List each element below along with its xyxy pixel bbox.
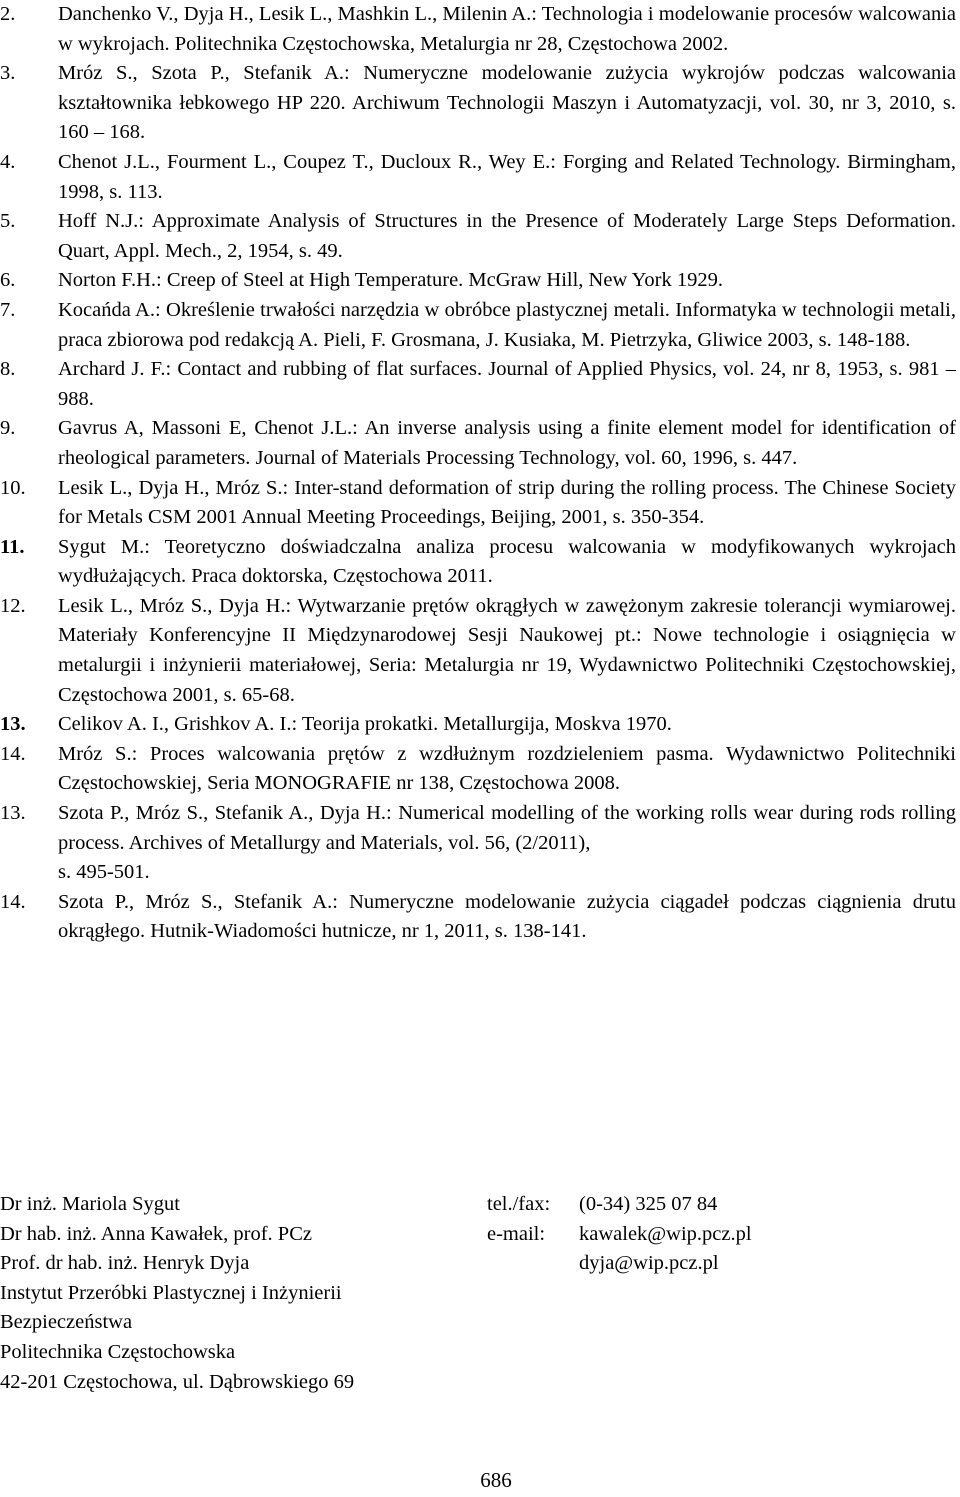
reference-number: 6. — [0, 269, 16, 292]
author-row — [0, 1190, 956, 1220]
reference-text: Mróz S., Szota P., Stefanik A.: Numeryczne modelowanie zużycia wykrojów podczas walcowania kształtownika łebkowego HP 220. Archiwum Technologii Maszyn i Automatyzacji, vol. 30, nr 3, 2010, s. 160 – 168. — [58, 62, 956, 144]
institute-name: Instytut Przeróbki Plastycznej i Inżynierii — [0, 1281, 342, 1304]
reference-text: Archard J. F.: Contact and rubbing of flat surfaces. Journal of Applied Physics, vol. 24, nr 8, 1953, s. 981 – 988. — [58, 358, 956, 410]
postal-address: 42-201 Częstochowa, ul. Dąbrowskiego 69 — [0, 1370, 355, 1393]
contact-label: e-mail: — [487, 1222, 546, 1245]
reference-text: Celikov A. I., Grishkov A. I.: Teorija prokatki. Metallurgija, Moskva 1970. — [58, 713, 672, 736]
reference-item — [0, 888, 956, 947]
email-link[interactable]: dyja@wip.pcz.pl — [579, 1252, 719, 1275]
reference-item — [0, 533, 956, 592]
author-name: Prof. dr hab. inż. Henryk Dyja — [0, 1252, 250, 1275]
reference-text: Sygut M.: Teoretyczno doświadczalna analiza procesu walcowania w modyfikowanych wykrojach wydłużających. Praca doktorska, Częstochowa 2011. — [58, 535, 956, 588]
reference-item — [0, 59, 956, 148]
reference-number: 14. — [0, 742, 26, 765]
email-link[interactable]: kawalek@wip.pcz.pl — [579, 1222, 752, 1245]
reference-number: 2. — [0, 3, 16, 25]
reference-text: Szota P., Mróz S., Stefanik A.: Numeryczne modelowanie zużycia ciągadeł podczas ciągnienia drutu okrągłego. Hutnik-Wiadomości hutnicze, nr 1, 2011, s. 138-141. — [58, 890, 956, 943]
contact-label: tel./fax: — [487, 1193, 551, 1215]
reference-number: 8. — [0, 358, 16, 381]
reference-number: 7. — [0, 298, 16, 321]
author-name: Dr inż. Mariola Sygut — [0, 1193, 180, 1215]
reference-text: Hoff N.J.: Approximate Analysis of Structures in the Presence of Moderately Large Steps Deformation. Quart, Appl. Mech., 2, 1954, s. 49. — [58, 210, 956, 262]
reference-number: 12. — [0, 594, 26, 617]
reference-text: Norton F.H.: Creep of Steel at High Temperature. McGraw Hill, New York 1929. — [58, 269, 723, 292]
reference-text: Gavrus A, Massoni E, Chenot J.L.: An inverse analysis using a finite element model for identification of rheological parameters. Journal of Materials Processing Technology, vol. 60, 1996, s. 447. — [58, 417, 956, 469]
reference-number: 9. — [0, 417, 16, 440]
author-name: Dr hab. inż. Anna Kawałek, prof. PCz — [0, 1222, 312, 1245]
reference-number: 13. — [0, 713, 26, 736]
reference-number: 10. — [0, 476, 26, 499]
reference-text: Mróz S.: Proces walcowania prętów z wzdłużnym rozdzieleniem pasma. Wydawnictwo Politechniki Częstochowskiej, Seria MONOGRAFIE nr 138, Częstochowa 2008. — [58, 742, 956, 795]
reference-text: Lesik L., Dyja H., Mróz S.: Inter-stand deformation of strip during the rolling process. The Chinese Society for Metals CSM 2001 Annual Meeting Proceedings, Beijing, 2001, s. 350-354. — [58, 476, 956, 529]
reference-item — [0, 296, 956, 355]
university-name: Politechnika Częstochowska — [0, 1340, 236, 1363]
contact-label-spacer — [487, 1249, 579, 1279]
reference-item — [0, 474, 956, 533]
reference-number: 3. — [0, 62, 16, 85]
reference-text: Danchenko V., Dyja H., Lesik L., Mashkin L., Milenin A.: Technologia i modelowanie procesów walcowania w wykrojach. Politechnika Częstochowska, Metalurgia nr 28, Częstochowa 2002. — [58, 3, 956, 55]
author-row — [0, 1220, 956, 1250]
reference-number: 4. — [0, 150, 16, 173]
reference-text: Szota P., Mróz S., Stefanik A., Dyja H.: Numerical modelling of the working rolls wear during rods rolling process. Archives of Metallurgy and Materials, vol. 56, (2/2011), s. 495-501. — [58, 802, 956, 884]
reference-text: Lesik L., Mróz S., Dyja H.: Wytwarzanie prętów okrągłych w zawężonym zakresie tolerancji wymiarowej. Materiały Konferencyjne II Międzynarodowej Sesji Naukowej pt.: Nowe technologie i osiągnięcia w metalurgii i inżynierii materiałowej, Seria: Metalurgia nr 19, Wydawnictwo Politechniki Częstochowskiej, Częstochowa 2001, s. 65-68. — [58, 594, 956, 706]
reference-item — [0, 710, 956, 740]
author-row — [0, 1249, 956, 1279]
page-number: 686 — [480, 1468, 512, 1492]
reference-number: 14. — [0, 890, 26, 913]
author-block — [0, 1190, 956, 1397]
reference-item — [0, 148, 956, 207]
reference-item — [0, 414, 956, 473]
reference-number: 5. — [0, 210, 16, 233]
institute-name-continued: Bezpieczeństwa — [0, 1311, 133, 1334]
reference-item — [0, 799, 956, 888]
reference-item — [0, 740, 956, 799]
reference-number: 11. — [0, 535, 25, 558]
reference-text: Kocańda A.: Określenie trwałości narzędzia w obróbce plastycznej metali. Informatyka w technologii metali, praca zbiorowa pod redakcją A. Pieli, F. Grosmana, J. Kusiaka, M. Pietrzyka, Gliwice 2003, s. 148-188. — [58, 298, 956, 351]
reference-number: 13. — [0, 802, 26, 825]
reference-item — [0, 0, 956, 59]
reference-text: Chenot J.L., Fourment L., Coupez T., Ducloux R., Wey E.: Forging and Related Technology. Birmingham, 1998, s. 113. — [58, 150, 956, 203]
reference-item — [0, 266, 956, 296]
reference-item — [0, 207, 956, 266]
reference-item — [0, 355, 956, 414]
contact-value: (0-34) 325 07 84 — [579, 1193, 718, 1215]
reference-item — [0, 592, 956, 710]
